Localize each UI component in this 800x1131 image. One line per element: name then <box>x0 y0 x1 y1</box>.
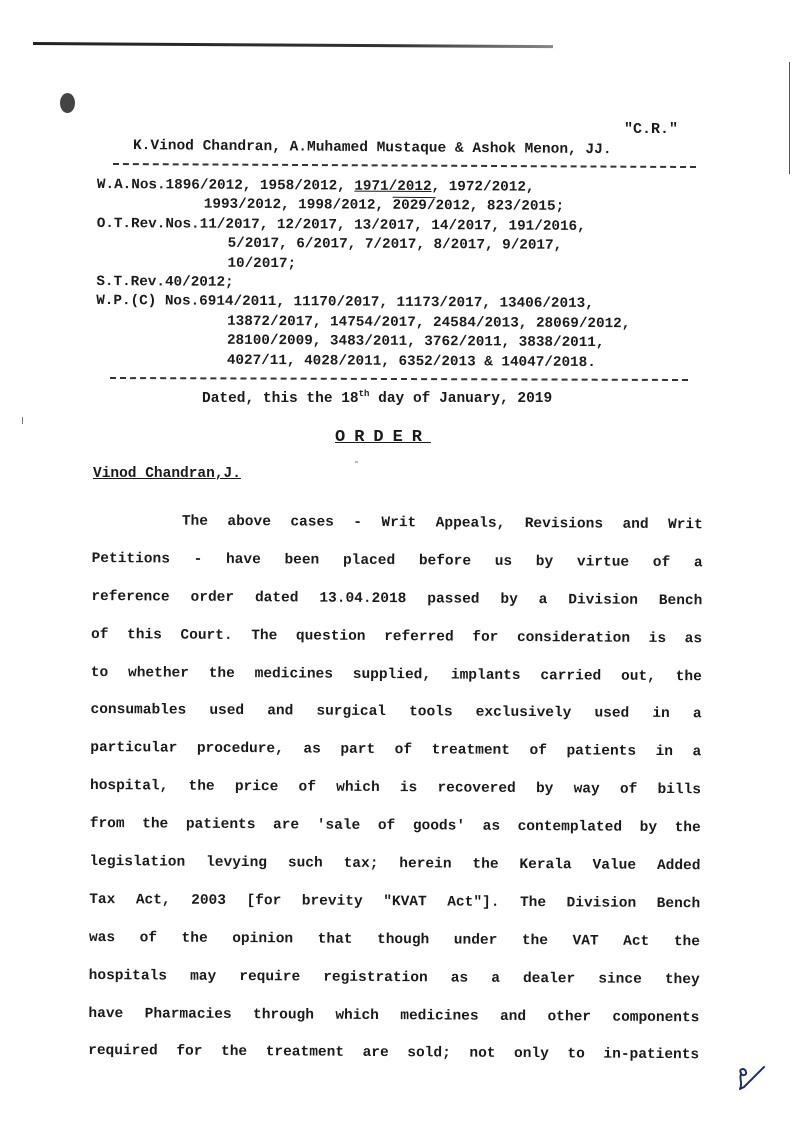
body-line: to whether the medicines supplied, implants carried out, the <box>90 664 702 685</box>
scan-edge-line <box>789 62 790 174</box>
order-heading: ORDER <box>335 428 432 447</box>
body-line: from the patients are 'sale of goods' as contemplated by the <box>89 816 701 837</box>
date-prefix: Dated, this the 18 <box>202 390 359 407</box>
body-line: have Pharmacies through which medicines and other components <box>88 1005 700 1026</box>
wa-prefix: W.A.Nos.1896/2012, 1958/2012, <box>96 176 355 195</box>
body-line: was of the opinion that though under the VAT Act the <box>88 929 701 951</box>
body-line: Tax Act, 2003 [for brevity "KVAT Act"]. The Division Bench <box>89 891 701 913</box>
date-ordinal: th <box>358 389 370 399</box>
wa-case-1971: 1971/2012 <box>354 178 432 196</box>
signature-initials-icon <box>733 1065 767 1093</box>
wa-case-2029: 2029/ <box>392 198 436 215</box>
wp-case-line-3: 28100/2009, 3483/2011, 3762/2011, 3838/2011, <box>226 333 605 352</box>
body-line: hospital, the price of which is recovered by way of bills <box>89 778 702 799</box>
body-line: reference order dated 13.04.2018 passed by a Division Bench <box>91 588 703 610</box>
wp-case-line-2: 13872/2017, 14754/2017, 24584/2013, 28069/2012, <box>227 313 631 333</box>
date-suffix: day of January, 2019 <box>369 390 553 407</box>
order-date <box>202 389 552 407</box>
scan-speck <box>355 461 358 463</box>
ot-case-line-2: 5/2017, 6/2017, 7/2017, 8/2017, 9/2017, <box>227 236 563 255</box>
punch-hole-icon <box>60 93 75 113</box>
wp-case-line-4: 4027/11, 4028/2011, 6352/2013 & 14047/2018. <box>226 352 596 371</box>
body-line: particular procedure, as part of treatment of patients in a <box>90 740 702 761</box>
ot-case-line-3: 10/2017; <box>227 255 297 272</box>
wp-case-line-1: W.P.(C) Nos.6914/2011, 11170/2017, 11173/2017, 13406/2013, <box>96 293 594 313</box>
wa-line2-a: 1993/2012, 1998/2012, <box>203 197 393 215</box>
top-rule-line <box>33 42 553 48</box>
margin-mark <box>22 417 23 424</box>
body-line: The above cases - Writ Appeals, Revisions and Writ <box>181 513 703 534</box>
body-line: hospitals may require registration as a dealer since they <box>88 967 700 988</box>
case-numbers-block <box>96 176 717 374</box>
cr-mark: "C.R." <box>624 121 679 138</box>
body-line: consumables used and surgical tools exclusively used in a <box>90 702 702 723</box>
dashed-divider-top <box>113 163 696 168</box>
dashed-divider-bottom <box>110 377 688 381</box>
order-body <box>88 503 703 1076</box>
st-case-line: S.T.Rev.40/2012; <box>96 274 234 291</box>
body-line: of this Court. The question referred for consideration is as <box>91 626 703 647</box>
body-line: required for the treatment are sold; not only to in-patients <box>88 1043 700 1064</box>
bench-judges: K.Vinod Chandran, A.Muhamed Mustaque & Ashok Menon, JJ. <box>132 138 612 159</box>
authoring-judge: Vinod Chandran,J. <box>93 466 241 482</box>
wa-rest: , 1972/2012, <box>431 179 535 196</box>
ot-case-line-1: O.T.Rev.Nos.11/2017, 12/2017, 13/2017, 14/2017, 191/2016, <box>96 215 586 235</box>
body-line: Petitions - have been placed before us by virtue of a <box>91 550 703 572</box>
body-line: legislation levying such tax; herein the Kerala Value Added <box>89 854 701 875</box>
wa-line2-rest: 2012, 823/2015; <box>435 198 565 216</box>
